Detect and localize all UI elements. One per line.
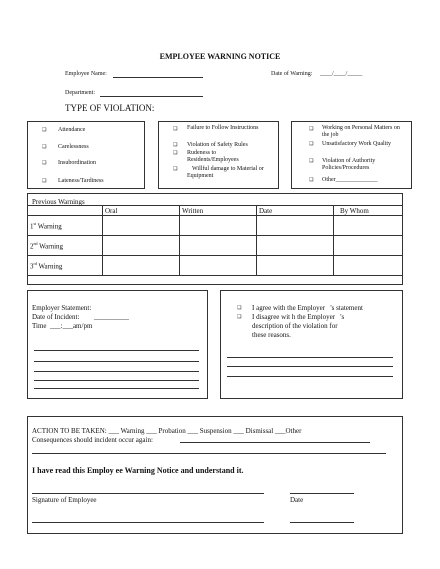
row-label-1: 1st Warning [28, 216, 103, 236]
action-to-be-taken: ACTION TO BE TAKEN: ___ Warning ___ Probation ___ Suspension ___ Dismissal ___Other [32, 427, 302, 435]
signature-employee-label: Signature of Employee [32, 496, 97, 504]
violation-personal-matters: Working on Personal Matters on the job [322, 125, 400, 138]
checkbox-icon[interactable]: ❑ [42, 161, 47, 166]
statement-line[interactable] [34, 388, 199, 389]
disagree-label: I disagree wit h the Employer 's [252, 313, 345, 321]
signature-date-line-2[interactable] [290, 522, 354, 523]
checkbox-icon[interactable]: ❑ [309, 127, 314, 132]
violation-box-3 [291, 121, 412, 189]
response-line[interactable] [227, 366, 393, 367]
disagree-label-2: description of the violation for [252, 322, 338, 330]
employee-name-label: Employee Name: [65, 71, 107, 77]
violation-heading: TYPE OF VIOLATION: [65, 103, 155, 113]
violation-lateness: Lateness/Tardiness [58, 178, 104, 184]
checkbox-icon[interactable]: ❑ [309, 159, 314, 164]
violation-other[interactable]: Other______________ [322, 177, 378, 183]
violation-box-1 [27, 121, 145, 189]
response-line[interactable] [227, 376, 393, 377]
cell-by-whom[interactable] [334, 216, 403, 236]
previous-warnings-heading: Previous Warnings [32, 198, 85, 206]
consequences-field[interactable] [180, 442, 370, 443]
cell-date[interactable] [257, 216, 334, 236]
acknowledgement: I have read this Employ ee Warning Notice and understand it. [32, 466, 244, 475]
cell-oral[interactable] [103, 256, 180, 276]
violation-work-quality: Unsatisfactory Work Quality [322, 141, 392, 147]
employer-statement-label: Employer Statement: [32, 304, 92, 312]
column-by-whom: By Whom [334, 206, 403, 216]
row-label-2: 2nd Warning [28, 236, 103, 256]
previous-warnings-table [28, 205, 402, 276]
employer-statement-box [27, 290, 208, 399]
checkbox-icon[interactable]: ❑ [237, 315, 242, 320]
checkbox-icon[interactable]: ❑ [173, 167, 178, 172]
time-field[interactable]: ___:___am/pm [50, 322, 93, 330]
checkbox-icon[interactable]: ❑ [309, 142, 314, 147]
page-title: EMPLOYEE WARNING NOTICE [159, 52, 281, 61]
employee-name-field[interactable] [113, 77, 203, 78]
date-of-incident-field[interactable]: __________ [94, 313, 129, 321]
violation-authority-policies: Violation of Authority Policies/Procedures [322, 158, 376, 171]
cell-written[interactable] [180, 236, 257, 256]
checkbox-icon[interactable]: ❑ [173, 143, 178, 148]
signature-line[interactable] [32, 493, 264, 494]
column-written: Written [180, 206, 257, 216]
employee-response-box [220, 290, 403, 399]
checkbox-icon[interactable]: ❑ [42, 145, 47, 150]
cell-date[interactable] [257, 236, 334, 256]
cell-oral[interactable] [103, 236, 180, 256]
agree-label: I agree with the Employer 's statement [252, 304, 363, 312]
cell-by-whom[interactable] [334, 236, 403, 256]
checkbox-icon[interactable]: ❑ [173, 151, 178, 156]
date-of-warning-field[interactable]: ____/____/_____ [320, 71, 363, 77]
signature-line-2[interactable] [32, 522, 264, 523]
department-label: Department: [65, 90, 95, 96]
signature-date-line[interactable] [290, 493, 354, 494]
time-label: Time [32, 322, 47, 330]
checkbox-icon[interactable]: ❑ [237, 306, 242, 311]
checkbox-icon[interactable]: ❑ [173, 127, 178, 132]
cell-written[interactable] [180, 256, 257, 276]
cell-written[interactable] [180, 216, 257, 236]
cell-by-whom[interactable] [334, 256, 403, 276]
response-line[interactable] [227, 357, 393, 358]
column-date: Date [257, 206, 334, 216]
statement-line[interactable] [34, 350, 199, 351]
violation-willful-damage: Willful damage to Material or Equipment [187, 166, 264, 179]
consequences-label: Consequences should incident occur again: [32, 436, 153, 444]
disagree-label-3: these reasons. [252, 331, 291, 339]
statement-line[interactable] [34, 371, 199, 372]
violation-safety: Violation of Safety Rules [187, 142, 248, 148]
row-label-3: 3rd Warning [28, 256, 103, 276]
checkbox-icon[interactable]: ❑ [42, 179, 47, 184]
cell-oral[interactable] [103, 216, 180, 236]
violation-insubordination: Insubordination [58, 160, 96, 166]
violation-box-2 [158, 121, 279, 189]
checkbox-icon[interactable]: ❑ [309, 178, 314, 183]
cell-date[interactable] [257, 256, 334, 276]
violation-carelessness: Carelessness [58, 144, 89, 150]
violation-failure-follow: Failure to Follow Instructions [187, 125, 259, 131]
department-field[interactable] [100, 96, 203, 97]
date-of-incident-label: Date of Incident: [32, 313, 80, 321]
statement-line[interactable] [34, 380, 199, 381]
violation-rudeness: Rudeness to Residents/Employees [187, 150, 239, 163]
date-of-warning-label: Date of Warning: [271, 71, 313, 77]
checkbox-icon[interactable]: ❑ [42, 128, 47, 133]
header-empty [28, 206, 103, 216]
violation-attendance: Attendance [58, 127, 86, 133]
action-box [27, 416, 403, 534]
column-oral: Oral [103, 206, 180, 216]
statement-line[interactable] [34, 361, 199, 362]
consequences-line[interactable] [32, 453, 386, 454]
date-label: Date [290, 496, 304, 504]
